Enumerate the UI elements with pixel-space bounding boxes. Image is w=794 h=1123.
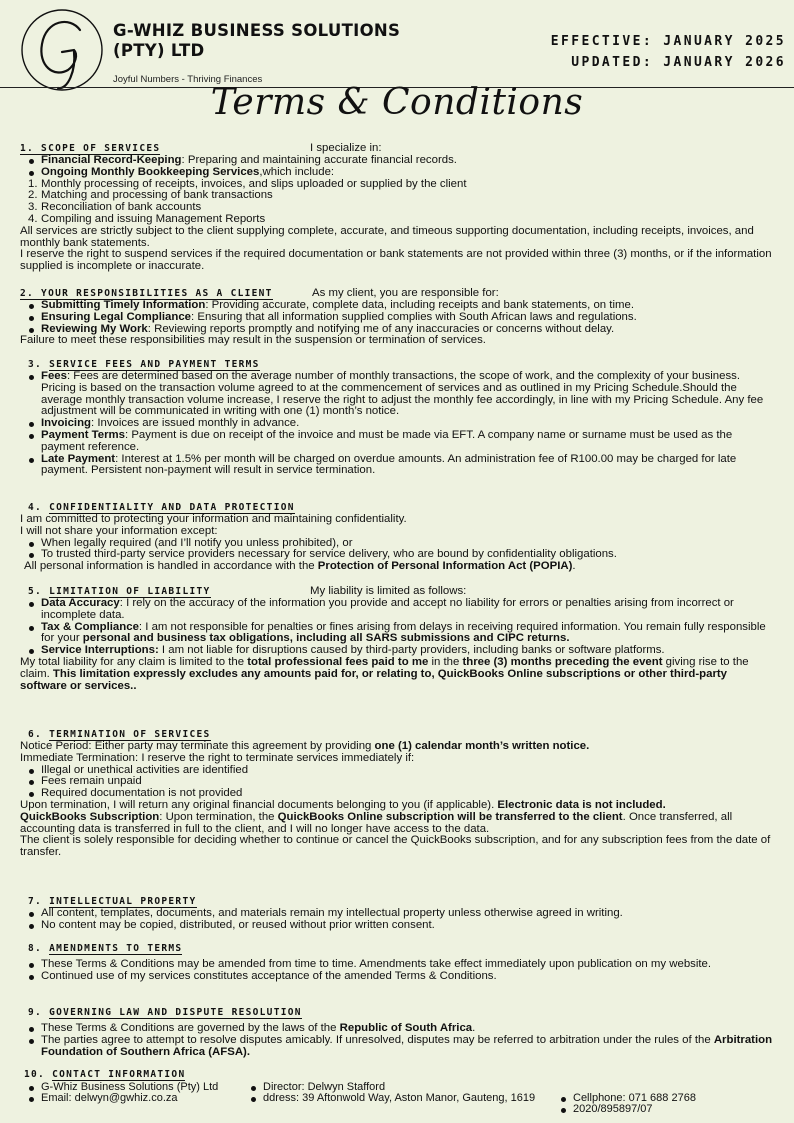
page-header xyxy=(0,0,794,87)
list-item: Data Accuracy: I rely on the accuracy of the information you provide and accept no liability for errors or penalties arising from incorrect or incomplete data. xyxy=(41,598,774,622)
section-intro: As my client, you are responsible for: xyxy=(312,287,499,299)
bullet-list xyxy=(20,538,774,562)
section-governing-law xyxy=(20,1006,774,1058)
section-intro: My liability is limited as follows: xyxy=(310,585,467,597)
paragraph: All personal information is handled in accordance with the Protection of Personal Information Act (POPIA). xyxy=(24,560,576,573)
company-name xyxy=(113,21,400,61)
updated-date: UPDATED: JANUARY 2026 xyxy=(571,55,786,70)
contact-column-phone xyxy=(552,1093,772,1115)
section-number: 5. xyxy=(28,586,43,597)
bullet-list xyxy=(20,765,774,800)
list-item: 2. Matching and processing of bank transactions xyxy=(28,189,273,202)
paragraph: Failure to meet these responsibilities may result in the suspension or termination of services. xyxy=(20,334,486,347)
list-item: 1. Monthly processing of receipts, invoices, and slips uploaded or supplied by the client xyxy=(28,177,467,190)
section-service-fees xyxy=(20,358,774,477)
list-item: When legally required (and I’ll notify you unless prohibited), or xyxy=(41,538,774,550)
list-item: 3. Reconciliation of bank accounts xyxy=(28,201,202,214)
list-item: No content may be copied, distributed, or reused without prior written consent. xyxy=(41,920,774,932)
list-item: Reviewing My Work: Reviewing reports promptly and notifying me of any inaccuracies or concerns without delay. xyxy=(41,324,774,336)
section-heading-text: SERVICE FEES AND PAYMENT TERMS xyxy=(49,359,260,370)
section-heading-text: LIMITATION OF LIABILITY xyxy=(49,586,211,597)
date-block xyxy=(551,31,786,73)
section-heading xyxy=(20,728,774,741)
section-termination xyxy=(20,728,774,859)
section-heading xyxy=(20,1006,774,1019)
page-title: Terms & Conditions xyxy=(210,82,584,123)
section-number: 10. xyxy=(24,1069,46,1080)
contact-director: Director: Delwyn Stafford xyxy=(263,1082,542,1093)
paragraph: The client is solely responsible for deciding whether to continue or cancel the QuickBooks subscription, and for any subscription fees from the date of transfer. xyxy=(20,834,771,859)
section-intellectual-property xyxy=(20,895,774,932)
list-item: The parties agree to attempt to resolve disputes amicably. If unresolved, disputes may be referred to arbitration under the rules of the Arbitration Foundation of Southern Africa (AFSA). xyxy=(41,1033,773,1058)
tagline: Joyful Numbers - Thriving Finances xyxy=(113,74,263,85)
script-g-circle-logo-icon xyxy=(18,6,106,94)
section-heading xyxy=(20,1068,774,1081)
contact-column-director xyxy=(242,1082,542,1104)
list-item: Required documentation is not provided xyxy=(41,788,774,800)
section-intro: I specialize in: xyxy=(310,142,382,154)
section-heading-text: CONFIDENTIALITY AND DATA PROTECTION xyxy=(49,502,295,513)
paragraph: QuickBooks Subscription: Upon termination, the QuickBooks Online subscription will be transferred to the client. Once transferred, all accounting data is transferred in full to the client, and I will no longer have access to the data. xyxy=(20,810,733,835)
paragraph: My total liability for any claim is limited to the total professional fees paid to me in the three (3) months preceding the event giving rise to the claim. This limitation expressly excludes any amounts paid for, or relating to, QuickBooks Online subscriptions or other third-party software or services.. xyxy=(20,655,749,692)
section-heading-text: GOVERNING LAW AND DISPUTE RESOLUTION xyxy=(49,1007,302,1018)
numbered-list xyxy=(20,179,774,226)
list-item: Illegal or unethical activities are identified xyxy=(41,765,774,777)
company-name-line2: (PTY) LTD xyxy=(113,41,205,60)
bullet-list xyxy=(20,155,774,179)
section-limitation-of-liability xyxy=(20,585,774,692)
section-client-responsibilities xyxy=(20,287,774,347)
bullet-list xyxy=(20,300,774,335)
section-heading xyxy=(20,501,774,514)
contact-email[interactable]: Email: delwyn@gwhiz.co.za xyxy=(41,1093,250,1104)
section-heading-text: CONTACT INFORMATION xyxy=(52,1069,186,1080)
section-number: 7. xyxy=(28,896,43,907)
paragraph: Immediate Termination: I reserve the right to terminate services immediately if: xyxy=(20,751,415,764)
contact-address: ddress: 39 Aftonwold Way, Aston Manor, Gauteng, 1619 xyxy=(263,1093,542,1104)
bullet-list xyxy=(20,371,774,477)
list-item: Ongoing Monthly Bookkeeping Services,which include: xyxy=(41,167,774,179)
bullet-list xyxy=(20,598,774,657)
contact-column-company xyxy=(20,1082,250,1104)
list-item: Invoicing: Invoices are issued monthly in advance. xyxy=(41,418,774,430)
contact-registration: 2020/895897/07 xyxy=(573,1104,772,1115)
list-item: Continued use of my services constitutes acceptance of the amended Terms & Conditions. xyxy=(41,971,774,983)
paragraph: I am committed to protecting your information and maintaining confidentiality. xyxy=(20,513,407,525)
list-item: All content, templates, documents, and materials remain my intellectual property unless otherwise agreed in writing. xyxy=(41,908,774,920)
section-number: 4. xyxy=(28,502,43,513)
list-item: Late Payment: Interest at 1.5% per month will be charged on overdue amounts. An administration fee of R100.00 may be charged for late payment. Persistent non-payment will result in service termination. xyxy=(41,454,774,478)
bullet-list xyxy=(20,908,774,932)
contact-company: G-Whiz Business Solutions (Pty) Ltd xyxy=(41,1082,250,1093)
list-item: Fees remain unpaid xyxy=(41,776,774,788)
section-heading-text: 2. YOUR RESPONSIBILITIES AS A CLIENT xyxy=(20,288,273,299)
section-contact-information xyxy=(20,1068,774,1115)
list-item: Ensuring Legal Compliance: Ensuring that all information supplied complies with South African laws and regulations. xyxy=(41,312,774,324)
paragraph: All services are strictly subject to the client supplying complete, accurate, and timeous supporting documentation, including receipts, invoices, and monthly bank statements. xyxy=(20,224,754,249)
paragraph: Notice Period: Either party may terminate this agreement by providing one (1) calendar month’s written notice. xyxy=(20,740,590,752)
section-number: 6. xyxy=(28,729,43,740)
paragraph: I will not share your information except: xyxy=(20,524,218,537)
paragraph: I reserve the right to suspend services if the required documentation or bank statements are not provided within three (3) months, or if the information supplied is incomplete or inaccurate. xyxy=(20,248,772,273)
bullet-list xyxy=(20,1023,774,1058)
list-item: These Terms & Conditions may be amended from time to time. Amendments take effect immediately upon publication on my website. xyxy=(41,959,774,971)
list-item: Submitting Timely Information: Providing accurate, complete data, including receipts and bank statements, on time. xyxy=(41,300,774,312)
list-item: Tax & Compliance: I am not responsible for penalties or fines arising from delays in receiving required information. You remain fully responsible for your personal and business tax obligations, including all SARS submissions and CIPC returns. xyxy=(41,622,774,646)
list-item: 4. Compiling and issuing Management Reports xyxy=(28,212,266,225)
list-item: To trusted third-party service providers necessary for service delivery, who are bound by confidentiality obligations. xyxy=(41,549,774,561)
section-scope-of-services xyxy=(20,142,774,273)
section-heading-text: AMENDMENTS TO TERMS xyxy=(49,943,183,954)
list-item: Financial Record-Keeping: Preparing and maintaining accurate financial records. xyxy=(41,155,774,167)
list-item: Service Interruptions: I am not liable for disruptions caused by third-party providers, including banks or software platforms. xyxy=(41,645,774,657)
section-amendments xyxy=(20,942,774,983)
section-heading xyxy=(20,942,774,955)
effective-date: EFFECTIVE: JANUARY 2025 xyxy=(550,34,786,49)
contact-grid xyxy=(20,1081,774,1115)
section-heading-text: TERMINATION OF SERVICES xyxy=(49,729,211,740)
section-confidentiality xyxy=(20,501,774,573)
bullet-list xyxy=(20,959,774,983)
paragraph: Upon termination, I will return any original financial documents belonging to you (if applicable). Electronic data is not included. xyxy=(20,798,666,811)
section-number: 9. xyxy=(28,1007,43,1018)
section-heading-text: 1. SCOPE OF SERVICES xyxy=(20,143,161,154)
section-number: 8. xyxy=(28,943,43,954)
contact-cellphone[interactable]: Cellphone: 071 688 2768 xyxy=(573,1093,772,1104)
list-item: Fees: Fees are determined based on the average number of monthly transactions, the scope of work, and the complexity of your business. Pricing is based on the transaction volume agreed to at the commencement of services and as outlined in my Pricing Schedule.Should the average monthly transaction volume increase, I reserve the right to adjust the monthly fee accordingly, in line with my Pricing Schedule. Any fee adjustment will be communicated in writing with one (1) month’s notice. xyxy=(41,371,774,418)
list-item: These Terms & Conditions are governed by the laws of the Republic of South Africa. xyxy=(41,1023,774,1035)
section-number: 3. xyxy=(28,359,43,370)
list-item: Payment Terms: Payment is due on receipt of the invoice and must be made via EFT. A company name or surname must be used as the payment reference. xyxy=(41,430,774,454)
company-name-line1: G-WHIZ BUSINESS SOLUTIONS xyxy=(113,21,401,40)
section-heading-text: INTELLECTUAL PROPERTY xyxy=(49,896,197,907)
